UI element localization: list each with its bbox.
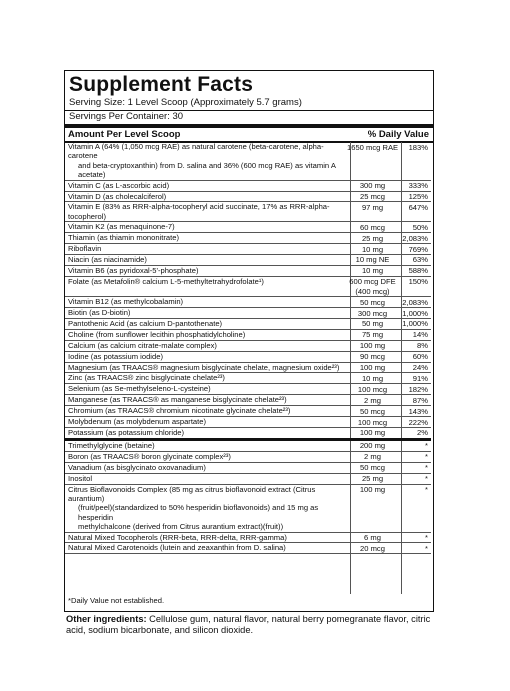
nutrient-amount xyxy=(347,406,398,416)
nutrient-name xyxy=(65,244,347,254)
nutrient-label: Calcium (as calcium citrate-malate complex) xyxy=(68,340,217,350)
thick-divider xyxy=(65,124,433,128)
header-amount: Amount Per Level Scoop xyxy=(68,129,181,140)
nutrient-name xyxy=(65,202,347,221)
amount-alt-value: (400 mcg) xyxy=(355,286,390,296)
nutrient-label: Natural Mixed Carotenoids (lutein and zeaxanthin from D. salina) xyxy=(68,543,286,553)
nutrient-amount xyxy=(347,363,398,373)
nutrient-name xyxy=(65,543,347,553)
amount-value: 75 mg xyxy=(361,330,384,340)
nutrient-table xyxy=(65,142,431,593)
nutrient-label: Magnesium (as TRAACS® magnesium bisglycinate chelate, magnesium oxide²³) xyxy=(68,362,340,372)
amount-value: 2 mg xyxy=(364,395,381,405)
amount-value: 50 mcg xyxy=(360,406,385,416)
nutrient-label: Potassium (as potassium chloride) xyxy=(68,427,185,437)
amount-value: 100 mg xyxy=(359,428,386,438)
table-row xyxy=(65,463,431,474)
nutrient-name xyxy=(65,330,347,340)
nutrient-label: Inositol xyxy=(68,473,93,483)
nutrient-amount xyxy=(347,441,398,451)
nutrient-name xyxy=(65,474,347,484)
nutrient-amount xyxy=(347,543,398,553)
nutrient-daily-value: 125% xyxy=(408,192,428,202)
nutrient-amount xyxy=(347,533,398,543)
nutrient-amount xyxy=(347,255,398,265)
table-row xyxy=(65,395,431,406)
nutrient-daily-value: 2,083% xyxy=(402,297,428,307)
nutrient-daily-value: 14% xyxy=(412,330,428,340)
table-row xyxy=(65,533,431,544)
amount-value: 50 mcg xyxy=(360,463,385,473)
table-row xyxy=(65,308,431,319)
table-row xyxy=(65,233,431,244)
nutrient-label: Vitamin C (as L-ascorbic acid) xyxy=(68,180,170,190)
amount-value: 100 mg xyxy=(359,363,386,373)
amount-value: 25 mcg xyxy=(360,192,385,202)
amount-value: 97 mg xyxy=(361,202,384,212)
ingredients-text: Cellulose gum, natural flavor, natural berry pomegranate flavor, citric acid, sodium bicarbonate, and silicon dioxide. xyxy=(66,614,431,635)
nutrient-amount xyxy=(347,485,398,532)
nutrient-amount xyxy=(347,373,398,383)
nutrient-daily-value: * xyxy=(425,452,428,462)
nutrient-name xyxy=(65,485,347,532)
table-row xyxy=(65,181,431,192)
nutrient-label: Natural Mixed Tocopherols (RRR-beta, RRR-delta, RRR-gamma) xyxy=(68,532,287,542)
nutrient-amount xyxy=(347,142,398,180)
nutrient-name xyxy=(65,142,347,180)
nutrient-amount xyxy=(347,417,398,427)
table-row xyxy=(65,192,431,203)
nutrient-label: Citrus Bioflavonoids Complex (85 mg as citrus bioflavonoid extract (Citrus aurantium) xyxy=(68,484,316,503)
table-row xyxy=(65,485,431,533)
nutrient-label: Riboflavin xyxy=(68,244,102,254)
amount-value: 10 mg xyxy=(361,373,384,383)
table-row xyxy=(65,417,431,428)
amount-value: 2 mg xyxy=(364,452,381,462)
nutrient-daily-value: 1,000% xyxy=(402,319,428,329)
nutrient-amount xyxy=(347,474,398,484)
amount-value: 10 mg xyxy=(361,244,384,254)
nutrient-label: Boron (as TRAACS® boron glycinate complex²³) xyxy=(68,451,231,461)
nutrient-label: Iodine (as potassium iodide) xyxy=(68,351,163,361)
nutrient-daily-value: * xyxy=(425,474,428,484)
nutrient-name xyxy=(65,417,347,427)
nutrient-amount xyxy=(347,395,398,405)
nutrient-daily-value: 8% xyxy=(417,341,428,351)
nutrient-name xyxy=(65,463,347,473)
nutrient-daily-value: * xyxy=(425,543,428,553)
table-row xyxy=(65,474,431,485)
supplement-facts-panel xyxy=(64,70,434,612)
nutrient-amount xyxy=(347,319,398,329)
nutrient-label: Vanadium (as bisglycinato oxovanadium) xyxy=(68,462,206,472)
nutrient-name xyxy=(65,373,347,383)
nutrient-label: Selenium (as Se-methylseleno-L-cysteine) xyxy=(68,384,211,394)
nutrient-amount xyxy=(347,341,398,351)
nutrient-label: Vitamin E (83% as RRR-alpha-tocopheryl acid succinate, 17% as RRR-alpha-tocopherol) xyxy=(68,202,330,221)
nutrient-daily-value: 2% xyxy=(417,428,428,438)
nutrient-name xyxy=(65,277,347,296)
nutrient-daily-value: 647% xyxy=(408,202,428,212)
nutrient-label-continued: and beta-cryptoxanthin) from D. salina and 36% (600 mcg RAE) as vitamin A acetate) xyxy=(78,160,336,180)
nutrient-amount xyxy=(347,384,398,394)
nutrient-amount xyxy=(347,244,398,254)
amount-value: 100 mcg xyxy=(357,417,388,427)
other-ingredients xyxy=(66,614,446,636)
nutrient-label: Pantothenic Acid (as calcium D-pantothenate) xyxy=(68,318,223,328)
nutrient-name xyxy=(65,181,347,191)
nutrient-daily-value: 143% xyxy=(408,406,428,416)
nutrient-amount xyxy=(347,352,398,362)
table-row xyxy=(65,406,431,417)
footnote: *Daily Value not established. xyxy=(68,596,165,605)
nutrient-daily-value: 222% xyxy=(408,417,428,427)
table-row xyxy=(65,297,431,308)
table-row xyxy=(65,373,431,384)
table-row xyxy=(65,202,431,222)
nutrient-name xyxy=(65,255,347,265)
table-row xyxy=(65,452,431,463)
nutrient-daily-value: 50% xyxy=(412,222,428,232)
amount-value: 6 mg xyxy=(364,533,381,543)
nutrient-name xyxy=(65,363,347,373)
serving-size: Serving Size: 1 Level Scoop (Approximately 5.7 grams) xyxy=(69,97,302,108)
nutrient-daily-value: 87% xyxy=(412,395,428,405)
nutrient-daily-value: 60% xyxy=(412,352,428,362)
nutrient-label: Trimethylglycine (betaine) xyxy=(68,440,155,450)
amount-value: 60 mcg xyxy=(360,222,385,232)
servings-per-container: Servings Per Container: 30 xyxy=(69,111,184,122)
nutrient-label: Vitamin B12 (as methylcobalamin) xyxy=(68,297,184,307)
table-row xyxy=(65,428,431,441)
amount-value: 10 mg xyxy=(361,266,384,276)
table-row xyxy=(65,142,431,181)
nutrient-label: Folate (as Metafolin® calcium L-5-methyltetrahydrofolate¹) xyxy=(68,276,264,286)
nutrient-label: Niacin (as niacinamide) xyxy=(68,254,147,264)
amount-value: 50 mcg xyxy=(360,297,385,307)
nutrient-daily-value: 1,000% xyxy=(402,308,428,318)
nutrient-name xyxy=(65,352,347,362)
nutrient-label: Chromium (as TRAACS® chromium nicotinate glycinate chelate²³) xyxy=(68,406,291,416)
table-row xyxy=(65,266,431,277)
amount-value: 20 mcg xyxy=(360,543,385,553)
table-row xyxy=(65,384,431,395)
nutrient-daily-value: 183% xyxy=(408,142,428,152)
nutrient-amount xyxy=(347,181,398,191)
nutrient-daily-value: 588% xyxy=(408,266,428,276)
amount-value: 10 mg NE xyxy=(355,255,390,265)
table-row xyxy=(65,319,431,330)
amount-value: 600 mcg DFE xyxy=(349,277,396,287)
amount-value: 25 mg xyxy=(361,233,384,243)
table-row xyxy=(65,363,431,374)
nutrient-name xyxy=(65,406,347,416)
nutrient-daily-value: 150% xyxy=(408,277,428,287)
table-row xyxy=(65,543,431,554)
nutrient-name xyxy=(65,384,347,394)
amount-value: 1650 mcg RAE xyxy=(347,142,399,152)
nutrient-daily-value: * xyxy=(425,441,428,451)
table-row xyxy=(65,244,431,255)
nutrient-name xyxy=(65,266,347,276)
nutrient-name xyxy=(65,428,347,438)
panel-title: Supplement Facts xyxy=(69,73,254,96)
table-row xyxy=(65,441,431,452)
nutrient-daily-value: * xyxy=(425,533,428,543)
nutrient-amount xyxy=(347,192,398,202)
nutrient-amount xyxy=(347,222,398,232)
nutrient-label: Biotin (as D-biotin) xyxy=(68,308,131,317)
nutrient-label: Molybdenum (as molybdenum aspartate) xyxy=(68,417,207,427)
table-row xyxy=(65,222,431,233)
nutrient-daily-value: 769% xyxy=(408,244,428,254)
ingredients-label: Other ingredients: xyxy=(66,614,147,624)
nutrient-name xyxy=(65,319,347,329)
nutrient-amount xyxy=(347,308,398,318)
nutrient-amount xyxy=(347,277,398,296)
nutrient-label-continued: (fruit/peel)(standardized to 50% hesperidin bioflavonoids) and 15 mg as hesperidin xyxy=(78,503,319,522)
header-daily-value: % Daily Value xyxy=(367,129,429,140)
nutrient-amount xyxy=(347,297,398,307)
nutrient-daily-value: * xyxy=(425,485,428,494)
nutrient-daily-value: * xyxy=(425,463,428,473)
nutrient-label: Thiamin (as thiamin mononitrate) xyxy=(68,233,179,243)
nutrient-name xyxy=(65,192,347,202)
nutrient-amount xyxy=(347,463,398,473)
table-row xyxy=(65,330,431,341)
nutrient-name xyxy=(65,297,347,307)
nutrient-daily-value: 2,083% xyxy=(402,233,428,243)
nutrient-label: Manganese (as TRAACS® as manganese bisglycinate chelate²³) xyxy=(68,395,287,405)
nutrient-amount xyxy=(347,233,398,243)
amount-value: 100 mg xyxy=(359,341,386,351)
amount-value: 25 mg xyxy=(361,474,384,484)
nutrient-daily-value: 182% xyxy=(408,384,428,394)
table-row xyxy=(65,352,431,363)
nutrient-label-continued: methylchalcone (derived from Citrus aurantium extract)(fruit)) xyxy=(78,522,284,532)
nutrient-label: Vitamin B6 (as pyridoxal-5'-phosphate) xyxy=(68,265,199,275)
table-row xyxy=(65,341,431,352)
nutrient-label: Choline (from sunflower lecithin phosphatidylcholine) xyxy=(68,329,246,339)
amount-value: 50 mg xyxy=(361,319,384,329)
nutrient-amount xyxy=(347,330,398,340)
nutrient-name xyxy=(65,441,347,451)
nutrient-daily-value: 333% xyxy=(408,181,428,191)
amount-value: 300 mcg xyxy=(357,308,388,318)
amount-value: 200 mg xyxy=(359,441,386,451)
nutrient-label: Vitamin A (64% (1,050 mcg RAE) as natural carotene (beta-carotene, alpha-carotene xyxy=(68,142,324,161)
table-row xyxy=(65,277,431,297)
nutrient-daily-value: 63% xyxy=(412,255,428,265)
amount-value: 100 mcg xyxy=(357,384,388,394)
nutrient-name xyxy=(65,308,347,318)
nutrient-name xyxy=(65,233,347,243)
amount-value: 90 mcg xyxy=(360,352,385,362)
nutrient-daily-value: 91% xyxy=(412,373,428,383)
nutrient-amount xyxy=(347,202,398,221)
nutrient-amount xyxy=(347,266,398,276)
nutrient-label: Vitamin D (as cholecalciferol) xyxy=(68,191,167,201)
nutrient-amount xyxy=(347,452,398,462)
table-row xyxy=(65,255,431,266)
nutrient-name xyxy=(65,533,347,543)
nutrient-label: Vitamin K2 (as menaquinone-7) xyxy=(68,222,175,232)
nutrient-name xyxy=(65,341,347,351)
nutrient-amount xyxy=(347,428,398,438)
nutrient-name xyxy=(65,452,347,462)
nutrient-label: Zinc (as TRAACS® zinc bisglycinate chelate²³) xyxy=(68,373,225,383)
nutrient-daily-value: 24% xyxy=(412,363,428,373)
nutrient-name xyxy=(65,395,347,405)
amount-value: 100 mg xyxy=(359,485,386,494)
nutrient-name xyxy=(65,222,347,232)
amount-value: 300 mg xyxy=(359,181,386,191)
